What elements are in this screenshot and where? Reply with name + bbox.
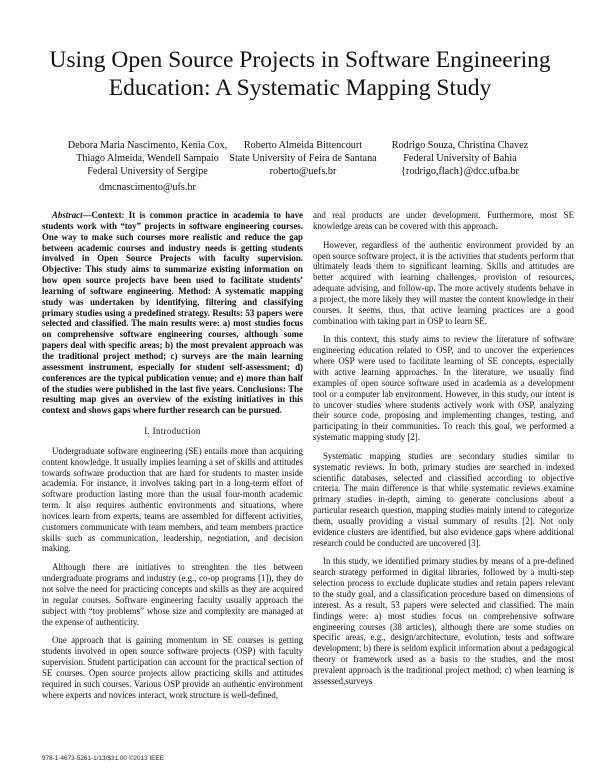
paragraph: In this study, we identified primary studies by means of a pre-defined search strategy performed in digital libraries, followed by a multi-step selection process to exclude duplicate studies and retain papers relevant to the study goal, and a classification procedure based on dimensions of interest. As a result, 53 papers were selected and classified. The main findings were: a) most studies focus on comprehensive software engineering courses (38 articles), although there are some studies on specific areas, e.g., design/architecture, evolution, tests and software development; b) there is seldom explicit information about a pedagogical theory or framework used as a basis to the studies, and the most prevalent approach is the traditional project method; c) when learning is assessed,surveys [313,556,574,686]
author-names: Debora Maria Nascimento, Kenia Cox, [67,140,228,151]
paragraph: However, regardless of the authentic environment provided by an open source software project, it is the activities that students perform that ultimately leads them to significant learning. Skills and attitudes are better acquired with learning challenges, provision of resources, adequate advising, and follow-up. The more actively students behave in a project, the more likely they will master the content knowledge in their courses. It seems, thus, that active learning practices are a good combination with taking part in OSP to learn SE. [313,239,574,326]
author-email: roberto@uefs.br [269,166,337,178]
author-affiliation: Federal University of Bahia [403,153,517,165]
right-column [313,210,574,695]
abstract-label: Abstract [52,210,83,220]
author-group [228,139,378,179]
author-names: Rodrigo Souza, Christina Chavez [391,140,529,151]
author-group [40,139,255,194]
copyright-footer: 978-1-4673-5261-1/13/$31.00 ©2013 IEEE [42,755,164,762]
title-line: Using Open Source Projects in Software Engineering [49,47,551,73]
author-email: {rodrigo,flach}@dcc.ufba.br [401,166,519,178]
paragraph: Undergraduate software engineering (SE) entails more than acquiring content knowledge. It usually implies learning a set of skills and attitudes towards software production that are hard for students to master inside academia. For instance, it involves taking part in a long-term effort of software production lasting more than the usual four-month academic term. It also requires authentic environments and situations, where novices learn from experts, teams are assembled for different activities, customers communicate with team members, and team members practice skills such as communication, leadership, negotiation, and decision making. [42,445,303,554]
author-affiliation: Federal University of Sergipe [87,166,208,178]
author-names: Roberto Almeida Bittencourt [243,140,363,151]
author-group [370,139,550,179]
author-affiliation: State University of Feira de Santana [229,153,377,165]
author-names: Thiago Almeida, Wendell Sampaio [76,153,219,165]
section-heading: I. Introduction [144,426,201,437]
paragraph: Systematic mapping studies are secondary studies similar to systematic reviews. In both, primary studies are searched in indexed scientific databases, selected and classified according to objective criteria. The main difference is that while systematic reviews examine primary studies in-depth, aiming to generate conclusions about a particular research question, mapping studies mainly intend to categorize them, usually providing a visual summary of results [2]. Not only evidence clusters are identified, but also evidence gaps where additional research could be conducted are uncovered [3]. [313,450,574,548]
author-email: dmcnascimento@ufs.br [99,181,196,193]
paper-title [30,46,570,102]
paragraph: Although there are initiatives to strenghten the ties between undergraduate programs and industry (e.g., co-op programs [1]), they do not solve the need for practicing concepts and skills as they are acquired in regular courses. Software engineering faculty usually approach the subject with “toy problems” whose size and complexity are managed at the expense of authenticity. [42,562,303,627]
abstract-text: —Context: It is common practice in academia to have students work with “toy” projects in software engineering courses. One way to make such courses more realistic and reduce the gap between academic courses and industry needs is getting students involved in Open Source Projects with faculty supervision. Objective: This study aims to summarize existing information on how open source projects have been used to facilitate students’ learning of software engineering. Method: A systematic mapping study was undertaken by identifying, filtering and classifying primary studies using a predefined strategy. Results: 53 papers were selected and classified. The main results were: a) most studies focus on comprehensive software engineering courses, although some papers deal with specific areas; b) the most prevalent approach was the traditional project method; c) surveys are the main learning assessment instrument, especially for student self-assessment; d) conferences are the typical publication venue; and e) more than half of the studies were published in the last five years. Conclusions: The resulting map gives an overview of the existing initiatives in this context and shows gaps where further research can be pursued. [42,210,303,416]
title-line: Education: A Systematic Mapping Study [108,75,492,101]
abstract [42,210,303,416]
paragraph: In this context, this study aims to review the literature of software engineering education related to OSP, and to uncover the experiences where OSP were used to facilitate learning of SE concepts, especially with active learning approaches. In the literature, we usually find examples of open source software used in academia as a development tool or a computer lab environment. However, in this study, our intent is to uncover studies where students actively work with OSP, analyzing their source code, proposing and implementing changes, testing, and participating in their communities. To reach this goal, we performed a systematic mapping study [2]. [313,334,574,443]
left-column [42,210,303,708]
paragraph: One approach that is gaining momentum in SE courses is getting students involved in open source software projects (OSP) with faculty supervision. Student participation can account for the practical section of SE courses. Open source projects allow practicing skills and attitudes required in such courses. Various OSP provide an authentic environment where experts and novices interact, work structure is well-defined, [42,635,303,700]
paragraph: and real products are under development. Furthermore, most SE knowledge areas can be covered with this approach. [313,210,574,231]
